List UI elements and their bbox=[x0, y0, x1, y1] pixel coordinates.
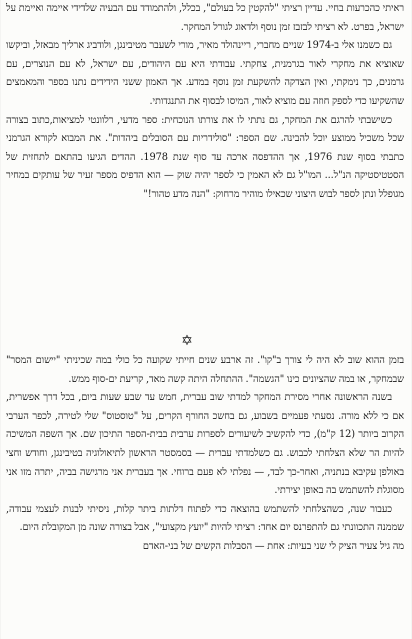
paragraph-5: בשנה הראשונה אחרי מסירת המחקר למדתי שוב עברית, חמש עד שבע שעות ביום, בכל דרך אפשרית, אם כי ללא מורה. נסעתי פעמיים בשבוע, גם בחשכ החורף הקרים, על "טוסטוס" שלי לטירה, לכפר הערבי הקרוב ביותר (12 ק"מ), כדי להקשיב לשיעורים לספרות ערבית בבית-הספר התיכון שם. אך השפה המשיכה להיות הר שלא הצלחתי לכבוש. גם כשלמדתי עברית — בסמסטר הראשון לתיאולוגיה בטיבינגן, וחודש וחצי באולפן עקיבא בנתניה, ואחר-כך לבד, — נפלתי לא פעם ברוחי. אך בעברית אני מרגישה בביה, יתרה מזו אני מסוגלת להשתמש בה באופן יצירתי. bbox=[6, 392, 405, 497]
paragraph-3: כשישבתי להרגם את המחקר, גם נתתי לו את צורתו הנוכחית: ספר מדעי, רלוונטי למציאות,כתוב בצורה שכל משכיל ממוצע יוכל להבינה. שם הספר: "סולידריות עם הסובלים ביהדות". את המבוא לקורא הגרמני כתבתי בסוף שנת 1976, אך ההדפסה ארכה עד סוף שנת 1978. ההדים הגיעו בהתאם לתחזית של הסטטיסטיקה הנ"ל... המו"ל גם לא האמין כי לספר יהיה שוק — הוא הדפיס מספר זעיר של עותקים במחיר מגופלל ונתן לספר לבוש היצוני שכאילו מוהיר מרחוק: "הנה מדע טהור!" bbox=[6, 114, 404, 200]
top-text-block bbox=[6, 0, 404, 205]
paragraph-7: מה גיל צעיר הציק לי שני בעיות: אחת — הסבלות הקשים של בני-האדם bbox=[142, 540, 404, 552]
star-of-david-divider-icon: ✡ bbox=[181, 333, 193, 349]
paragraph-6: כעבור שנה, כשהצלחתי להשתמש בהוצאה כדי לפתוח דלתות ביתר קלות, ניסיתי לבנות לעצמי עבודה, שממנה התכוונתי גם להתפרנס יום אחד: רציתי להיות "יועץ מקצועי", אבל בצורה שונה מן המקובלת היום. bbox=[6, 503, 404, 534]
paragraph-2: גם כשמנו אלי ב-1974 שניים מחברי, ריינהולד מאיר, מורי לשעבר מטיבינגן, ולודביג ארליך מבאזל, וביקשו שאוציא את מחקרי לאור בגרמנית, צחקתי. עבודתי היא עם היהודים, עם ישראל, לא עם הנוצרים, עם גרמנים, כך נימקתי, ואין הצדקה להשקעת זמן נוסף במדע. אך האמון ששני הידידים נתנו בספר והמאמצים שהשקיעו כדי לספק חוזה עם מוציא לאור, המיסו לבסוף את התנגדותי. bbox=[6, 40, 404, 107]
page-edge-left bbox=[0, 0, 1, 639]
paragraph-4: בזמן ההוא שוב לא היה לי צורך ב"קו". זה ארבע שנים חייתי שקועה כל כולי במה שכיניתי "יישום המסר" שבמחקר, או במה שהציונים כינו "הגשמה". ההתחלה היתה קשה מאד, קריעת ים-סוף ממש. bbox=[6, 355, 404, 385]
paragraph-1: ראיתי כהכרעות בחיי. עדיין רציתי "להקטין כל בעולם", בכלל, ולהתמודד עם הבעיה שלדידי איימה ואיימת על ישראל, בפרט. לא רציתי לבזבז זמן נוסף ולדאוג לגורל המחקר. bbox=[6, 3, 404, 33]
bottom-text-block bbox=[6, 352, 404, 557]
